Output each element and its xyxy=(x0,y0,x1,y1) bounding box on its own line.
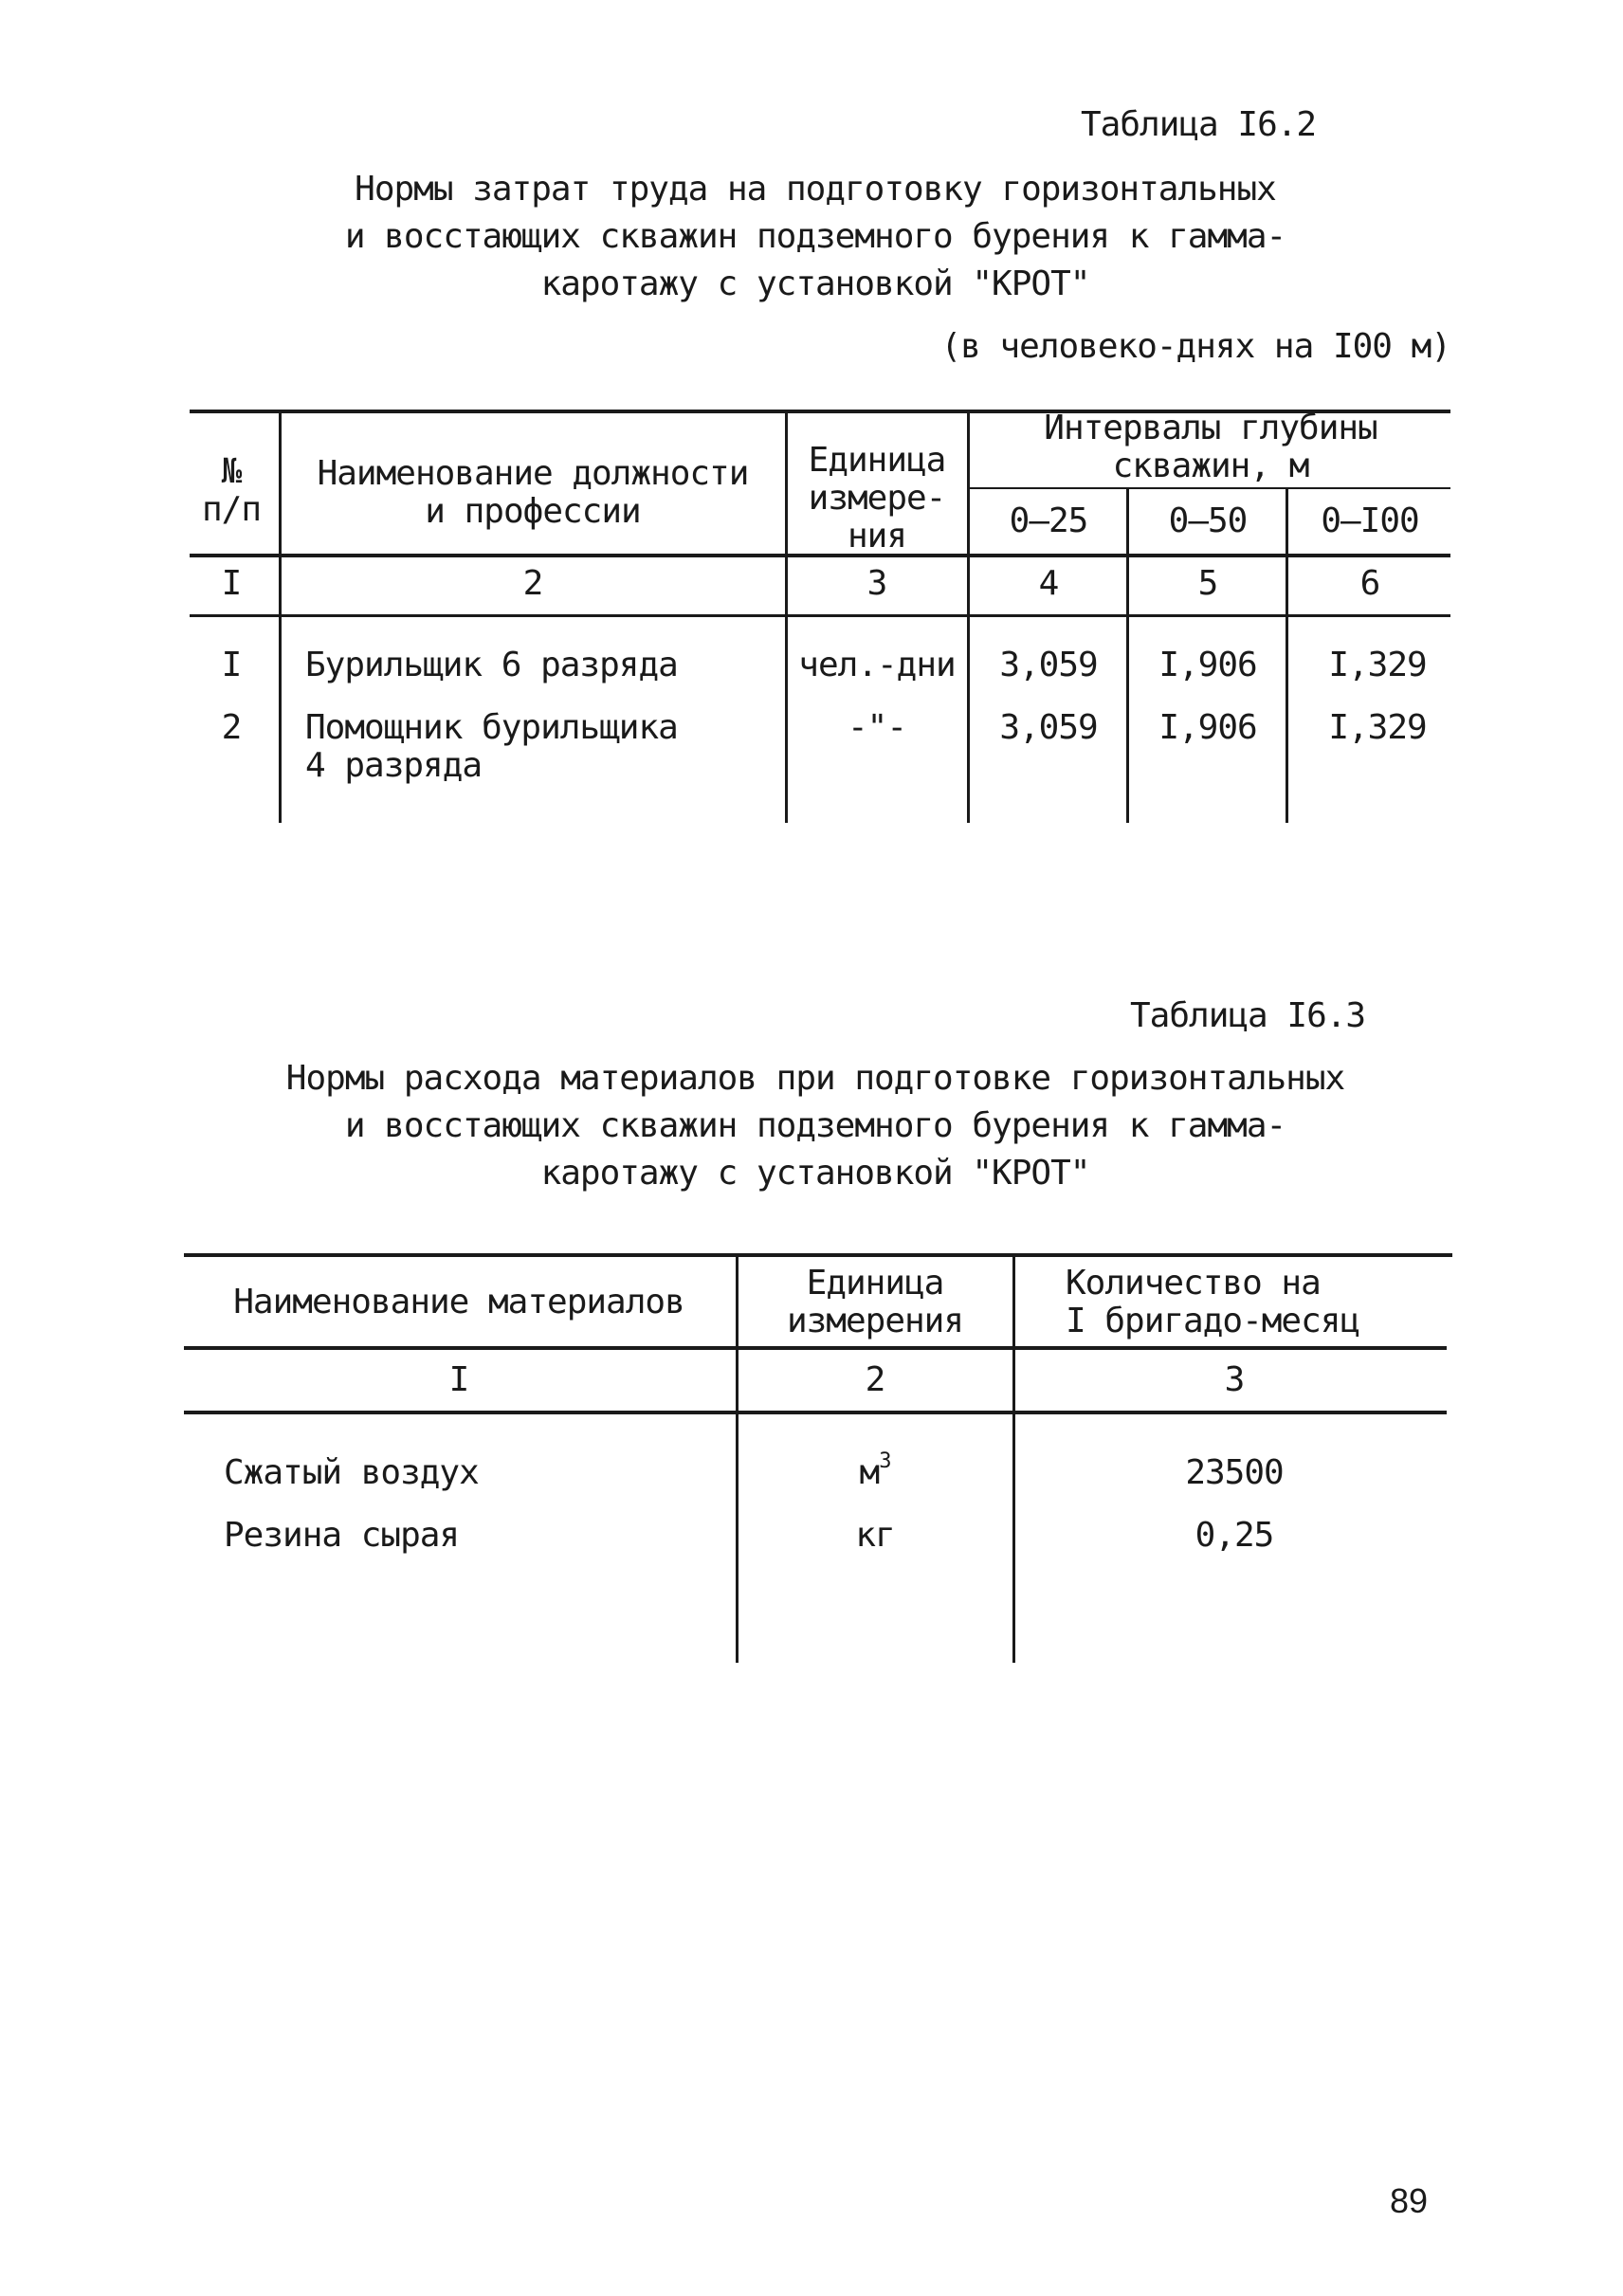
table1-header-sub-3: 0–I00 xyxy=(1321,501,1419,540)
table1-vline-4 xyxy=(1126,489,1129,823)
table1-vline-3 xyxy=(967,410,970,823)
table2-top-rule xyxy=(184,1253,1452,1257)
table1-vline-5 xyxy=(1286,489,1288,823)
table1-row-value-0-50: I,906 xyxy=(1158,708,1257,747)
table2-label: Таблица I6.3 xyxy=(1130,996,1366,1035)
table1-row-value-0-25: 3,059 xyxy=(999,646,1098,684)
table2-header-rule xyxy=(184,1346,1447,1350)
table1-header-num: № п/п xyxy=(201,452,262,529)
table1-title-line-1: Нормы затрат труда на подготовку горизонтальных xyxy=(355,170,1276,209)
table1-colnum-5: 5 xyxy=(1197,564,1218,603)
table1-colnum-rule xyxy=(190,614,1450,617)
table1-intervals-rule xyxy=(969,487,1450,489)
table2-colnum-2: 2 xyxy=(865,1360,885,1399)
table2-row-name: Резина сырая xyxy=(224,1516,460,1555)
table2-vline-1 xyxy=(736,1253,739,1663)
table1-title-line-2: и восстающих скважин подземного бурения к гамма- xyxy=(344,217,1286,256)
page-number: 89 xyxy=(1390,2181,1429,2220)
table2-row-name: Сжатый воздух xyxy=(224,1453,479,1492)
table1-row-value-0-25: 3,059 xyxy=(999,708,1098,747)
table1-row-name: Помощник бурильщика 4 разряда xyxy=(305,708,678,785)
table1-label: Таблица I6.2 xyxy=(1081,105,1317,144)
table1-header-intervals: Интервалы глубины скважин, м xyxy=(1044,409,1377,485)
table1-row-unit: чел.-дни xyxy=(798,646,956,684)
table1-vline-1 xyxy=(279,410,282,823)
table2-header-qty: Количество на I бригадо-месяц xyxy=(1066,1264,1360,1340)
table2-row-qty: 0,25 xyxy=(1194,1516,1274,1555)
table1-colnum-3: 3 xyxy=(866,564,887,603)
table1-title-line-3: каротажу с установкой "КРОТ" xyxy=(540,264,1090,303)
table2-row-unit xyxy=(739,1517,1011,1555)
table2-title-line-3: каротажу с установкой "КРОТ" xyxy=(540,1154,1090,1193)
table1-colnum-2: 2 xyxy=(522,564,543,603)
table1-header-name: Наименование должности и профессии xyxy=(317,454,749,531)
table1-row-num: 2 xyxy=(221,708,242,747)
table1-colnum-4: 4 xyxy=(1038,564,1059,603)
table2-title-line-2: и восстающих скважин подземного бурения к гамма- xyxy=(344,1106,1286,1145)
table1-header-sub-1: 0–25 xyxy=(1009,501,1088,540)
table2-header-unit: Единица измерения xyxy=(786,1264,964,1340)
table2-header-name: Наименование материалов xyxy=(233,1283,684,1321)
table2-title-line-1: Нормы расхода материалов при подготовке горизонтальных xyxy=(285,1059,1345,1098)
table1-row-unit: -"- xyxy=(847,708,907,747)
table1-row-value-0-100: I,329 xyxy=(1328,646,1427,684)
table1-header-sub-2: 0–50 xyxy=(1168,501,1248,540)
table1-row-num: I xyxy=(221,646,242,684)
table2-row-qty: 23500 xyxy=(1185,1453,1284,1492)
table2-colnum-3: 3 xyxy=(1224,1360,1245,1399)
table2-colnum-1: I xyxy=(448,1360,469,1399)
table1-units-note: (в человеко-днях на I00 м) xyxy=(940,327,1450,366)
table2-row-unit-base: кг xyxy=(855,1516,895,1555)
table1-colnum-1: I xyxy=(221,564,242,603)
table1-colnum-6: 6 xyxy=(1359,564,1380,603)
table2-colnum-rule xyxy=(184,1411,1447,1414)
table1-row-name: Бурильщик 6 разряда xyxy=(305,646,678,684)
table1-row-value-0-100: I,329 xyxy=(1328,708,1427,747)
table2-row-unit-sup: 3 xyxy=(879,1449,891,1473)
table1-vline-2 xyxy=(785,410,788,823)
table2-row-unit xyxy=(739,1449,1011,1492)
table1-row-value-0-50: I,906 xyxy=(1158,646,1257,684)
table1-header-unit: Единица измере- ния xyxy=(808,441,946,556)
table2-vline-2 xyxy=(1012,1253,1015,1663)
table2-row-unit-base: м xyxy=(859,1453,880,1492)
